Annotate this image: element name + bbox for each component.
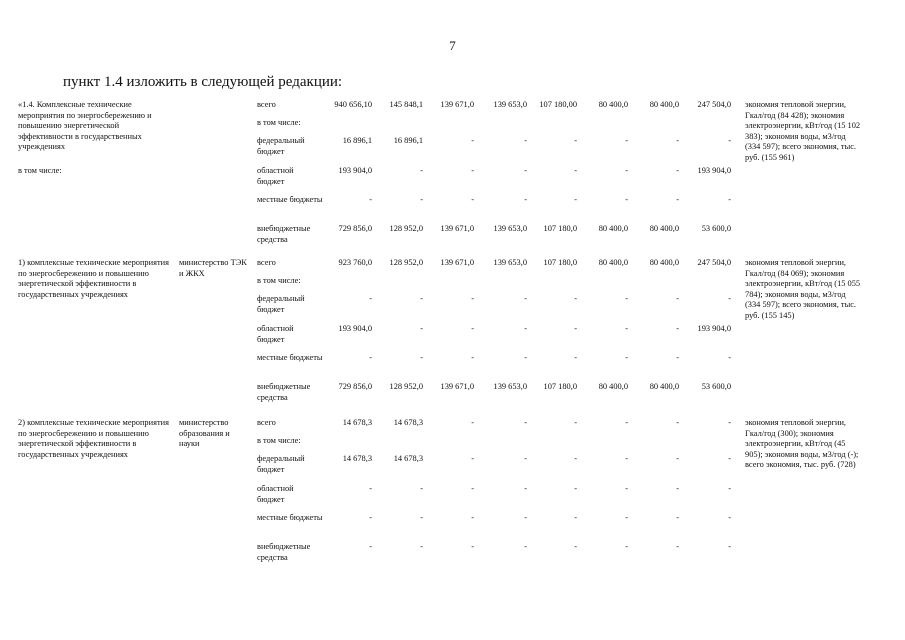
funding-value: -	[524, 136, 527, 145]
funding-value: 107 180,0	[543, 224, 577, 233]
funding-value: 14 678,3	[342, 454, 372, 463]
funding-value: -	[728, 353, 731, 362]
funding-value: 193 904,0	[338, 324, 372, 333]
funding-value: -	[471, 136, 474, 145]
funding-value: -	[728, 294, 731, 303]
funding-value: -	[574, 294, 577, 303]
page-number: 7	[449, 38, 456, 53]
funding-source-label: внебюджетные средства	[257, 224, 311, 244]
funding-value: 128 952,0	[389, 258, 423, 267]
funding-value: -	[369, 484, 372, 493]
funding-value: -	[676, 542, 679, 551]
funding-value: -	[471, 484, 474, 493]
funding-value: 139 653,0	[493, 224, 527, 233]
funding-value: -	[728, 418, 731, 427]
funding-value: 107 180,00	[539, 100, 577, 109]
funding-source-label: всего	[257, 418, 276, 427]
funding-value: -	[625, 136, 628, 145]
funding-value: -	[471, 454, 474, 463]
funding-value: -	[524, 353, 527, 362]
funding-value: -	[625, 454, 628, 463]
funding-value: 139 653,0	[493, 100, 527, 109]
funding-value: 247 504,0	[697, 258, 731, 267]
funding-value: -	[524, 542, 527, 551]
funding-value: -	[574, 418, 577, 427]
funding-value: -	[625, 484, 628, 493]
funding-source-label: местные бюджеты	[257, 195, 323, 204]
measure-title: «1.4. Комплексные технические мероприятия по энергосбережению и повышению энергетической эффективности в государственных учреждениях	[18, 100, 152, 152]
funding-value: -	[676, 324, 679, 333]
funding-value: -	[676, 136, 679, 145]
funding-value: 139 671,0	[440, 224, 474, 233]
funding-source-label: в том числе:	[257, 276, 301, 285]
funding-value: -	[574, 513, 577, 522]
funding-value: 193 904,0	[697, 166, 731, 175]
funding-value: -	[728, 136, 731, 145]
funding-value: -	[524, 484, 527, 493]
measure-executor: министерство образования и науки	[179, 418, 230, 449]
funding-value: -	[676, 195, 679, 204]
funding-value: -	[369, 513, 372, 522]
funding-value: -	[625, 513, 628, 522]
funding-value: -	[420, 542, 423, 551]
funding-value: -	[625, 542, 628, 551]
funding-value: 16 896,1	[393, 136, 423, 145]
funding-value: -	[676, 418, 679, 427]
funding-source-label: местные бюджеты	[257, 353, 323, 362]
funding-value: 729 856,0	[338, 224, 372, 233]
page-heading: пункт 1.4 изложить в следующей редакции:	[63, 74, 343, 90]
funding-value: 139 671,0	[440, 100, 474, 109]
funding-value: -	[369, 542, 372, 551]
funding-value: -	[369, 294, 372, 303]
funding-source-label: федеральный бюджет	[257, 454, 305, 474]
funding-value: -	[676, 294, 679, 303]
funding-value: -	[524, 324, 527, 333]
funding-source-label: всего	[257, 258, 276, 267]
funding-value: -	[420, 294, 423, 303]
funding-value: 128 952,0	[389, 224, 423, 233]
funding-value: 16 896,1	[342, 136, 372, 145]
funding-value: 940 656,10	[334, 100, 372, 109]
funding-value: 14 678,3	[393, 454, 423, 463]
funding-value: -	[625, 294, 628, 303]
funding-source-label: областной бюджет	[257, 166, 294, 186]
measure-result: экономия тепловой энергии, Гкал/год (84 069); экономия электроэнергии, кВт/год (15 055 784); экономия воды, м3/год (334 597); всего экономия, тыс. руб. (155 145)	[745, 258, 861, 320]
funding-value: -	[420, 166, 423, 175]
funding-value: 145 848,1	[389, 100, 423, 109]
funding-value: -	[728, 484, 731, 493]
funding-value: -	[676, 454, 679, 463]
funding-value: 80 400,0	[598, 382, 628, 391]
funding-value: -	[625, 166, 628, 175]
funding-value: 247 504,0	[697, 100, 731, 109]
funding-value: 80 400,0	[598, 224, 628, 233]
measure-result: экономия тепловой энергии, Гкал/год (300); экономия электроэнергии, кВт/год (45 905); экономия воды, м3/год (-); всего экономия, тыс. руб. (728)	[745, 418, 859, 470]
funding-value: -	[574, 484, 577, 493]
funding-value: -	[471, 294, 474, 303]
funding-value: -	[369, 353, 372, 362]
funding-value: -	[471, 513, 474, 522]
funding-value: 139 653,0	[493, 382, 527, 391]
funding-value: 80 400,0	[649, 224, 679, 233]
funding-value: -	[524, 294, 527, 303]
funding-value: -	[676, 484, 679, 493]
funding-value: -	[676, 353, 679, 362]
funding-value: -	[524, 195, 527, 204]
funding-source-label: областной бюджет	[257, 484, 294, 504]
funding-source-label: в том числе:	[257, 118, 301, 127]
funding-value: -	[471, 324, 474, 333]
measure-result: экономия тепловой энергии, Гкал/год (84 428); экономия электроэнергии, кВт/год (15 102 383); экономия воды, м3/год (334 597); всего экономия, тыс. руб. (155 961)	[745, 100, 861, 162]
funding-value: 729 856,0	[338, 382, 372, 391]
funding-value: -	[574, 136, 577, 145]
funding-value: 128 952,0	[389, 382, 423, 391]
funding-value: -	[676, 513, 679, 522]
funding-value: -	[369, 195, 372, 204]
funding-value: -	[574, 454, 577, 463]
funding-source-label: федеральный бюджет	[257, 294, 305, 314]
funding-value: 14 678,3	[393, 418, 423, 427]
funding-value: -	[574, 195, 577, 204]
funding-value: -	[420, 195, 423, 204]
funding-source-label: внебюджетные средства	[257, 382, 311, 402]
funding-value: -	[574, 542, 577, 551]
funding-source-label: местные бюджеты	[257, 513, 323, 522]
funding-value: 193 904,0	[338, 166, 372, 175]
funding-value: -	[471, 542, 474, 551]
funding-value: -	[574, 166, 577, 175]
funding-value: -	[420, 484, 423, 493]
funding-value: 139 671,0	[440, 382, 474, 391]
funding-value: 14 678,3	[342, 418, 372, 427]
funding-value: 80 400,0	[649, 382, 679, 391]
funding-value: 107 180,0	[543, 382, 577, 391]
funding-source-label: федеральный бюджет	[257, 136, 305, 156]
funding-source-label: внебюджетные средства	[257, 542, 311, 562]
funding-value: -	[625, 418, 628, 427]
funding-value: -	[524, 418, 527, 427]
funding-value: -	[471, 353, 474, 362]
funding-value: -	[524, 513, 527, 522]
funding-value: 139 671,0	[440, 258, 474, 267]
funding-value: 53 600,0	[701, 382, 731, 391]
funding-value: -	[471, 166, 474, 175]
funding-source-label: в том числе:	[257, 436, 301, 445]
funding-value: -	[625, 353, 628, 362]
funding-value: 923 760,0	[338, 258, 372, 267]
funding-value: 80 400,0	[649, 100, 679, 109]
measure-title: 1) комплексные технические мероприятия по энергосбережению и повышению энергетической эффективности в государственных учреждениях	[18, 258, 169, 299]
measure-subtitle: в том числе:	[18, 166, 62, 175]
funding-value: 80 400,0	[598, 258, 628, 267]
funding-value: -	[524, 454, 527, 463]
funding-source-label: всего	[257, 100, 276, 109]
measure-title: 2) комплексные технические мероприятия по энергосбережению и повышению энергетической эффективности в государственных учреждениях	[18, 418, 169, 459]
funding-value: -	[625, 195, 628, 204]
funding-value: -	[471, 418, 474, 427]
funding-value: -	[574, 353, 577, 362]
funding-value: 193 904,0	[697, 324, 731, 333]
funding-value: 80 400,0	[649, 258, 679, 267]
funding-value: -	[420, 353, 423, 362]
funding-value: 80 400,0	[598, 100, 628, 109]
funding-value: 53 600,0	[701, 224, 731, 233]
funding-value: -	[728, 513, 731, 522]
funding-value: -	[625, 324, 628, 333]
funding-value: 139 653,0	[493, 258, 527, 267]
funding-value: -	[524, 166, 527, 175]
funding-value: -	[420, 324, 423, 333]
funding-value: -	[676, 166, 679, 175]
funding-value: -	[574, 324, 577, 333]
funding-value: -	[728, 195, 731, 204]
funding-value: -	[728, 542, 731, 551]
funding-value: 107 180,0	[543, 258, 577, 267]
measure-executor: министерство ТЭК и ЖКХ	[179, 258, 247, 278]
funding-source-label: областной бюджет	[257, 324, 294, 344]
funding-value: -	[471, 195, 474, 204]
funding-value: -	[420, 513, 423, 522]
funding-value: -	[728, 454, 731, 463]
